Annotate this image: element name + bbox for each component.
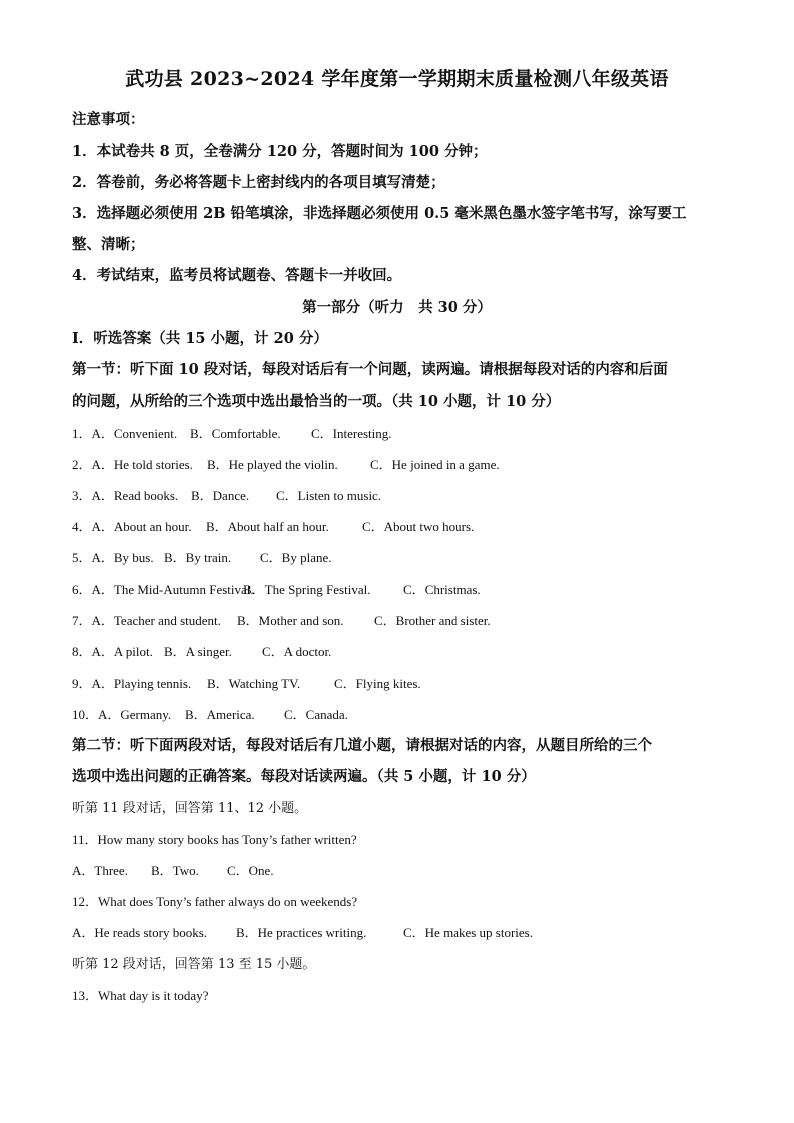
- option-b: B．A singer.: [164, 644, 232, 659]
- page-title: 武功县 2023~2024 学年度第一学期期末质量检测八年级英语: [125, 68, 669, 90]
- part1-title: 第一部分（听力 共 30 分）: [302, 299, 492, 316]
- option-a: 4．A．About an hour.: [72, 519, 192, 534]
- option-a: A．Three.: [72, 863, 128, 878]
- option-c: C．He joined in a game.: [370, 457, 500, 472]
- notice-item-4: 4．考试结束，监考员将试题卷、答题卡一并收回。: [72, 267, 402, 284]
- option-c: C．Interesting.: [311, 426, 392, 441]
- notice-item-3-cont: 整、清晰；: [72, 236, 145, 253]
- option-b: B．Two.: [151, 863, 199, 878]
- option-c: C．He makes up stories.: [403, 925, 533, 940]
- question-1: [72, 423, 392, 442]
- option-b: B．Comfortable.: [190, 426, 281, 441]
- question-7: [72, 610, 491, 629]
- subsection2-instruction-line2: 选项中选出问题的正确答案。每段对话读两遍。（共 5 小题，计 10 分）: [72, 768, 536, 785]
- option-b: B．Mother and son.: [237, 613, 344, 628]
- subsection1-instruction-line1: 第一节：听下面 10 段对话，每段对话后有一个问题，读两遍。请根据每段对话的内容和后面: [72, 361, 668, 378]
- option-c: C．Canada.: [284, 707, 348, 722]
- question-12: 12．What does Tony’s father always do on weekends?: [72, 894, 358, 909]
- option-a: 5．A．By bus.: [72, 550, 154, 565]
- option-a: 8．A．A pilot.: [72, 644, 153, 659]
- option-a: 7．A．Teacher and student.: [72, 613, 221, 628]
- subsection1-instruction-line2: 的问题，从所给的三个选项中选出最恰当的一项。（共 10 小题，计 10 分）: [72, 393, 561, 410]
- notice-item-1: 1．本试卷共 8 页，全卷满分 120 分，答题时间为 100 分钟；: [72, 143, 488, 160]
- question-2: [72, 454, 500, 473]
- question-4: [72, 516, 474, 535]
- option-c: C．By plane.: [260, 550, 332, 565]
- dialog-11-intro: 听第 11 段对话，回答第 11、12 小题。: [72, 801, 308, 816]
- option-a: A．He reads story books.: [72, 925, 208, 940]
- option-c: C．Listen to music.: [276, 488, 382, 503]
- option-a: 2．A．He told stories.: [72, 457, 193, 472]
- question-11-options: [72, 860, 274, 879]
- option-a: 9．A．Playing tennis.: [72, 676, 192, 691]
- option-a: 1．A．Convenient.: [72, 426, 178, 441]
- option-c: C．Brother and sister.: [374, 613, 491, 628]
- option-a: 3．A．Read books.: [72, 488, 179, 503]
- option-b: B．He played the violin.: [207, 457, 338, 472]
- dialog-12-intro: 听第 12 段对话，回答第 13 至 15 小题。: [72, 957, 316, 972]
- option-a: 10．A．Germany.: [72, 707, 172, 722]
- section1-title: Ⅰ．听选答案（共 15 小题，计 20 分）: [72, 330, 328, 347]
- question-11: 11．How many story books has Tony’s father written?: [72, 832, 357, 847]
- notice-item-3: 3．选择题必须使用 2B 铅笔填涂，非选择题必须使用 0.5 毫米黑色墨水签字笔书写，涂写要工: [72, 205, 687, 222]
- option-a: 6．A．The Mid-Autumn Festival.: [72, 582, 254, 597]
- option-b: B．The Spring Festival.: [243, 582, 371, 597]
- option-b: B．America.: [185, 707, 255, 722]
- option-b: B．He practices writing.: [236, 925, 367, 940]
- question-9: [72, 673, 421, 692]
- question-5: [72, 547, 332, 566]
- notice-heading: 注意事项：: [72, 111, 145, 128]
- option-c: C．Flying kites.: [334, 676, 421, 691]
- option-c: C．A doctor.: [262, 644, 332, 659]
- notice-item-2: 2．答卷前，务必将答题卡上密封线内的各项目填写清楚；: [72, 174, 445, 191]
- option-b: B．Watching TV.: [207, 676, 301, 691]
- question-10: [72, 704, 348, 723]
- question-13: 13．What day is it today?: [72, 988, 209, 1003]
- option-c: C．About two hours.: [362, 519, 475, 534]
- question-8: [72, 641, 331, 660]
- subsection2-instruction-line1: 第二节：听下面两段对话，每段对话后有几道小题，请根据对话的内容，从题目所给的三个: [72, 737, 652, 754]
- option-b: B．About half an hour.: [206, 519, 329, 534]
- option-c: C．One.: [227, 863, 274, 878]
- question-12-options: [72, 922, 533, 941]
- option-c: C．Christmas.: [403, 582, 481, 597]
- question-3: [72, 485, 381, 504]
- question-6: [72, 579, 481, 598]
- option-b: B．By train.: [164, 550, 232, 565]
- option-b: B．Dance.: [191, 488, 250, 503]
